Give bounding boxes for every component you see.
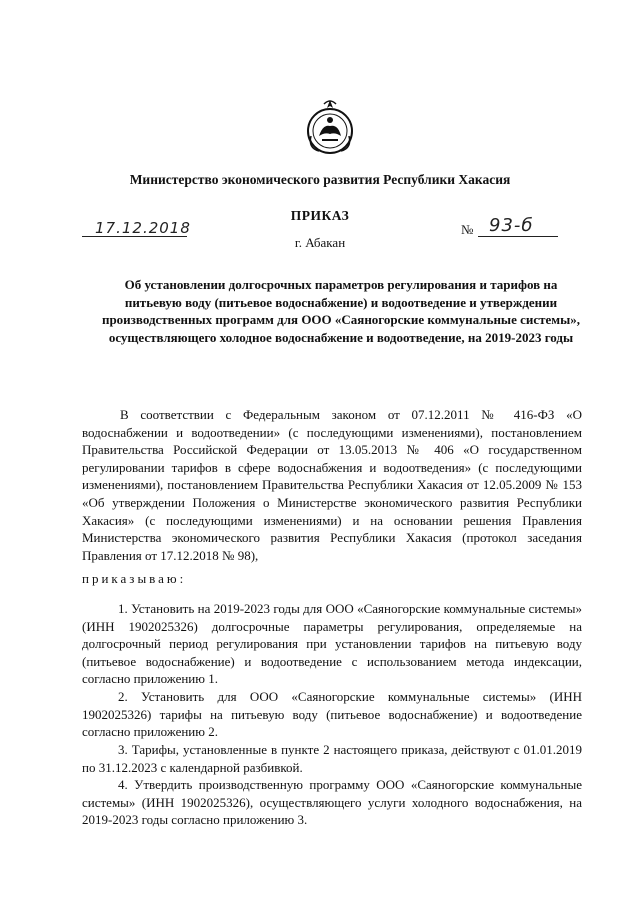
order-number: 93-б xyxy=(489,215,534,236)
order-item-4: 4. Утвердить производственную программу ООО «Саяногорские коммунальные системы» (ИНН 1902025326), осуществляющего услуги холодного водоснабжения, на 2019-2023 годы согласно приложению 3. xyxy=(82,777,582,828)
ministry-name: Министерство экономического развития Республики Хакасия xyxy=(129,172,511,187)
preamble-paragraph: В соответствии с Федеральным законом от 07.12.2011 № 416-ФЗ «О водоснабжении и водоотведении» (с последующими изменениями), постановлением Правительства Российской Федерации от 13.05.2013 № 406 «О государственном регулировании тарифов в сфере водоснабжения и водоотведения» (с последующими изменениями), постановлением Правительства Республики Хакасия от 12.05.2009 № 153 «Об утверждении Положения о Министерстве экономического развития Республики Хакасия» (с последующими изменениями) и на основании решения Правления Министерства экономического развития Республики Хакасия (протокол заседания Правления от 17.12.2018 № 98), xyxy=(82,407,582,563)
order-item-3: 3. Тарифы, установленные в пункте 2 настоящего приказа, действуют с 01.01.2019 по 31.12.2023 с календарной разбивкой. xyxy=(82,742,582,775)
coat-of-arms-icon xyxy=(305,96,355,156)
order-subject: Об установлении долгосрочных параметров регулирования и тарифов на питьевую воду (питьевое водоснабжение) и водоотведение и утверждении производственных программ для ООО «Саяногорские коммунальные системы», осуществляющего холодное водоснабжение и водоотведение, на 2019-2023 годы xyxy=(101,277,581,345)
order-date: 17.12.2018 xyxy=(95,219,191,237)
order-item-1: 1. Установить на 2019-2023 годы для ООО «Саяногорские коммунальные системы» (ИНН 1902025326) долгосрочные параметры регулирования, определяемые на долгосрочный период регулирования при установлении тарифов на питьевую воду (питьевое водоснабжение) и водоотведение с использованием метода индексации, согласно приложению 1. xyxy=(82,601,582,687)
prikazyvayu-label: приказываю: xyxy=(82,571,187,586)
number-label: № xyxy=(461,222,474,237)
document-type: ПРИКАЗ xyxy=(290,208,350,223)
order-item-2: 2. Установить для ООО «Саяногорские коммунальные системы» (ИНН 1902025326) тарифы на питьевую воду (питьевое водоснабжение) и водоотведение согласно приложению 2. xyxy=(82,689,582,740)
city: г. Абакан xyxy=(294,235,346,250)
